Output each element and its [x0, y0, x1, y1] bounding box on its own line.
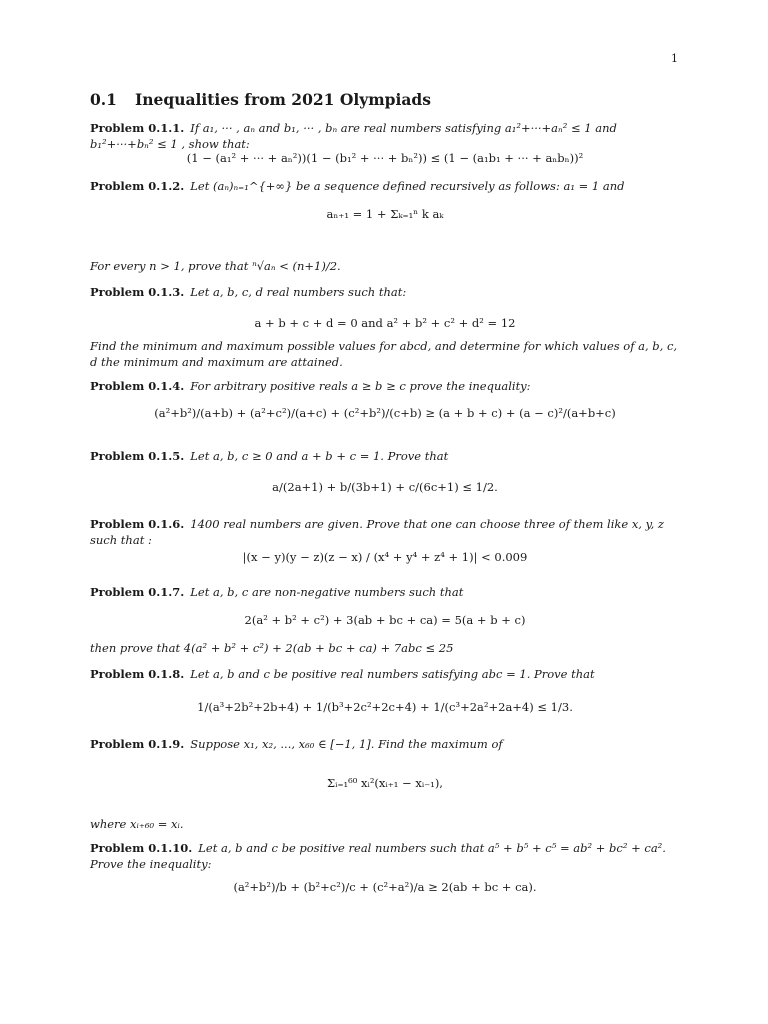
problem-9-formula: Σᵢ₌₁⁶⁰ xᵢ²(xᵢ₊₁ − xᵢ₋₁), [327, 776, 443, 790]
problem-label: Problem 0.1.7. [90, 585, 185, 599]
page-number: 1 [671, 52, 678, 65]
problem-3-formula: a + b + c + d = 0 and a² + b² + c² + d² = 12 [254, 316, 516, 330]
problem-text: If a₁, ··· , aₙ and b₁, ··· , bₙ are real numbers satisfying a₁²+···+aₙ² ≤ 1 and b₁²+···+bₙ² ≤ 1 , show that: [90, 121, 617, 151]
problem-text: Let (aₙ)ₙ₌₁^{+∞} be a sequence defined recursively as follows: a₁ = 1 and [190, 179, 625, 193]
problem-1-statement [90, 120, 680, 152]
problem-5-statement [90, 448, 680, 464]
problem-8-statement [90, 666, 680, 682]
problem-9-followup: where xᵢ₊₆₀ = xᵢ. [90, 817, 184, 831]
problem-label: Problem 0.1.4. [90, 379, 185, 393]
problem-3-followup: Find the minimum and maximum possible values for abcd, and determine for which values of a, b, c, d the minimum and maximum are attained. [90, 339, 678, 369]
problem-3-statement [90, 284, 680, 300]
problem-text: Let a, b, c, d real numbers such that: [190, 285, 407, 299]
problem-7-formula: 2(a² + b² + c²) + 3(ab + bc + ca) = 5(a + b + c) [244, 613, 526, 627]
problem-9-statement [90, 736, 680, 752]
problem-label: Problem 0.1.1. [90, 121, 185, 135]
problem-label: Problem 0.1.9. [90, 737, 185, 751]
problem-4-statement [90, 378, 680, 394]
problem-label: Problem 0.1.6. [90, 517, 185, 531]
problem-5-formula: a/(2a+1) + b/(3b+1) + c/(6c+1) ≤ 1/2. [272, 480, 498, 494]
problem-text: Let a, b and c be positive real numbers such that a⁵ + b⁵ + c⁵ = ab² + bc² + ca². Prove the inequality: [90, 841, 666, 871]
problem-text: 1400 real numbers are given. Prove that one can choose three of them like x, y, z such that : [90, 517, 664, 547]
problem-2-followup: For every n > 1, prove that ⁿ√aₙ < (n+1)/2. [90, 259, 341, 273]
problem-8-formula: 1/(a³+2b²+2b+4) + 1/(b³+2c²+2c+4) + 1/(c³+2a²+2a+4) ≤ 1/3. [197, 700, 573, 714]
problem-label: Problem 0.1.3. [90, 285, 185, 299]
section-number: 0.1 [90, 90, 117, 109]
problem-text: Let a, b and c be positive real numbers satisfying abc = 1. Prove that [190, 667, 595, 681]
problem-text: Let a, b, c ≥ 0 and a + b + c = 1. Prove that [190, 449, 449, 463]
problem-6-statement [90, 516, 680, 548]
problem-text: Suppose x₁, x₂, ..., x₆₀ ∈ [−1, 1]. Find the maximum of [190, 737, 503, 751]
problem-text: Let a, b, c are non-negative numbers such that [190, 585, 464, 599]
problem-text: For arbitrary positive reals a ≥ b ≥ c prove the inequality: [190, 379, 531, 393]
problem-4-formula: (a²+b²)/(a+b) + (a²+c²)/(a+c) + (c²+b²)/(c+b) ≥ (a + b + c) + (a − c)²/(a+b+c) [154, 406, 616, 420]
problem-2-statement [90, 178, 680, 194]
problem-7-statement [90, 584, 680, 600]
section-title [90, 90, 431, 109]
problem-6-formula: |(x − y)(y − z)(z − x) / (x⁴ + y⁴ + z⁴ + 1)| < 0.009 [242, 550, 528, 564]
problem-2-formula: aₙ₊₁ = 1 + Σₖ₌₁ⁿ k aₖ [326, 207, 444, 221]
section-heading: Inequalities from 2021 Olympiads [134, 90, 431, 109]
problem-label: Problem 0.1.8. [90, 667, 185, 681]
problem-label: Problem 0.1.10. [90, 841, 193, 855]
problem-label: Problem 0.1.5. [90, 449, 185, 463]
problem-10-formula: (a²+b²)/b + (b²+c²)/c + (c²+a²)/a ≥ 2(ab + bc + ca). [233, 880, 537, 894]
problem-10-statement [90, 840, 680, 872]
problem-label: Problem 0.1.2. [90, 179, 185, 193]
problem-1-formula: (1 − (a₁² + ··· + aₙ²))(1 − (b₁² + ··· + bₙ²)) ≤ (1 − (a₁b₁ + ··· + aₙbₙ))² [186, 151, 584, 165]
problem-7-followup: then prove that 4(a² + b² + c²) + 2(ab + bc + ca) + 7abc ≤ 25 [90, 641, 454, 655]
